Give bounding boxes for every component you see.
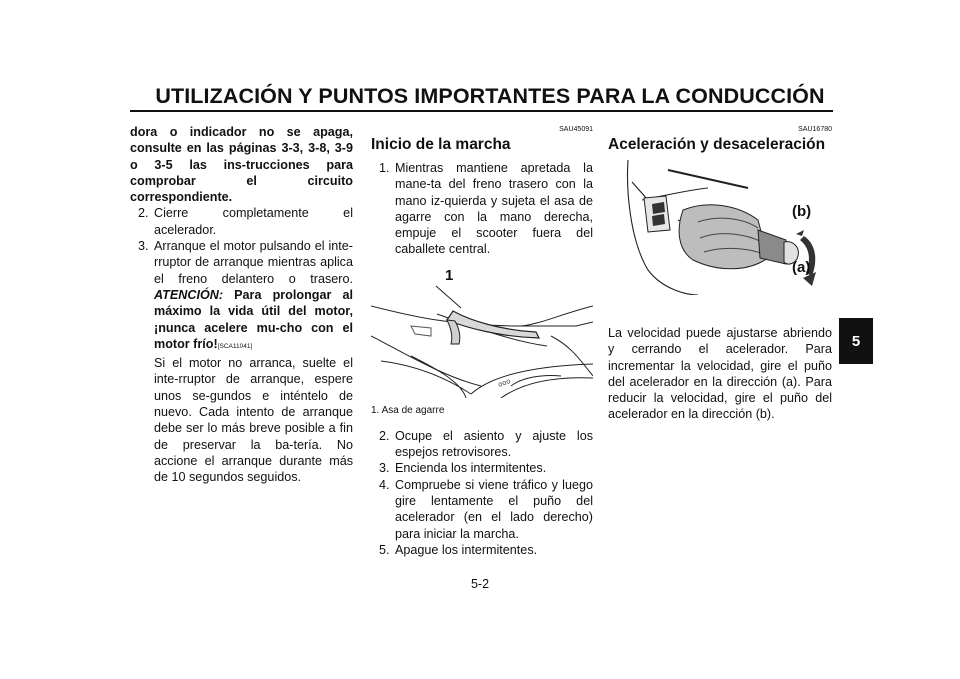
warning-label: ATENCIÓN: xyxy=(154,287,224,302)
section-heading: Inicio de la marcha xyxy=(371,136,511,153)
list-item xyxy=(371,428,593,461)
start-steps-list xyxy=(130,205,353,485)
list-item-number: 3. xyxy=(379,461,390,476)
list-item-number: 2. xyxy=(379,428,390,443)
riding-steps-list-top xyxy=(371,160,593,258)
list-item-number: 1. xyxy=(379,161,390,175)
list-item-text: Encienda los intermitentes. xyxy=(395,461,547,476)
direction-label-a: (a) xyxy=(792,259,811,276)
list-item-number: 5. xyxy=(379,542,390,557)
list-item-continuation: Si el motor no arranca, suelte el inte-rruptor de arranque, espere unos se-gundos e inténtelo de nuevo. Cada intento de arranque debe ser lo más breve posible a fin de preservar la ba-tería. No accione el arranque durante más de 10 segundos seguidos. xyxy=(154,356,353,485)
section-code: SAU45091 xyxy=(559,126,593,133)
list-item xyxy=(130,238,353,485)
column-middle xyxy=(371,124,593,558)
direction-label-b: (b) xyxy=(792,203,812,220)
list-item-text: Compruebe si viene tráfico y luego gire lentamente el puño del acelerador (en el lado derecho) para iniciar la marcha. xyxy=(395,477,593,541)
list-item-number: 4. xyxy=(379,477,390,492)
list-item xyxy=(371,160,593,258)
section-code: SAU16780 xyxy=(798,126,832,133)
scooter-rear-illustration xyxy=(371,266,593,398)
warning-text: Para prolongar al máximo la vida útil del motor, ¡nunca acelere mu-cho con el motor frío! xyxy=(154,287,353,351)
list-item xyxy=(371,460,593,476)
list-item-text: Apague los intermitentes. xyxy=(395,542,538,557)
column-right xyxy=(608,124,832,423)
header-rule xyxy=(130,110,833,112)
figure-callout-number: 1 xyxy=(445,266,454,284)
list-item-text: Cierre completamente el acelerador. xyxy=(154,206,353,237)
warning-code: [SCA11041] xyxy=(217,342,253,350)
column-left xyxy=(130,124,353,486)
intro-paragraph: dora o indicador no se apaga, consulte en las páginas 3-3, 3-8, 3-9 o 3-5 las ins-trucciones para comprobar el circuito correspondiente. xyxy=(130,125,353,205)
list-item xyxy=(371,542,593,558)
riding-steps-list-bottom xyxy=(371,428,593,558)
page-number: 5-2 xyxy=(470,577,490,591)
list-item-number: 2. xyxy=(138,206,149,221)
throttle-paragraph: La velocidad puede ajustarse abriendo y cerrando el acelerador. Para incrementar la velocidad, gire el puño del acelerador en la dirección (a). Para reducir la velocidad, gire el puño del acelerador en la dirección (b). xyxy=(608,326,832,422)
list-item-text: Ocupe el asiento y ajuste los espejos retrovisores. xyxy=(395,428,593,460)
chapter-tab: 5 xyxy=(839,318,873,364)
list-item-text: Mientras mantiene apretada la mane-ta del freno trasero con la mano iz-quierda y sujeta el asa de agarre con la mano derecha, empuje el scooter fuera del caballete central. xyxy=(395,161,593,257)
grab-bar-figure xyxy=(371,266,593,398)
page-header-title: UTILIZACIÓN Y PUNTOS IMPORTANTES PARA LA CONDUCCIÓN xyxy=(155,84,825,108)
wheel-marking: ooo xyxy=(496,376,512,389)
list-item xyxy=(371,477,593,542)
list-item-text: Arranque el motor pulsando el inte-rruptor de arranque mientras aplica el freno delantero o trasero. xyxy=(154,239,353,286)
throttle-figure xyxy=(608,160,832,295)
figure-caption: 1. Asa de agarre xyxy=(371,404,445,416)
section-heading: Aceleración y desaceleración xyxy=(608,136,826,153)
list-item-number: 3. xyxy=(138,239,149,254)
list-item xyxy=(130,205,353,238)
